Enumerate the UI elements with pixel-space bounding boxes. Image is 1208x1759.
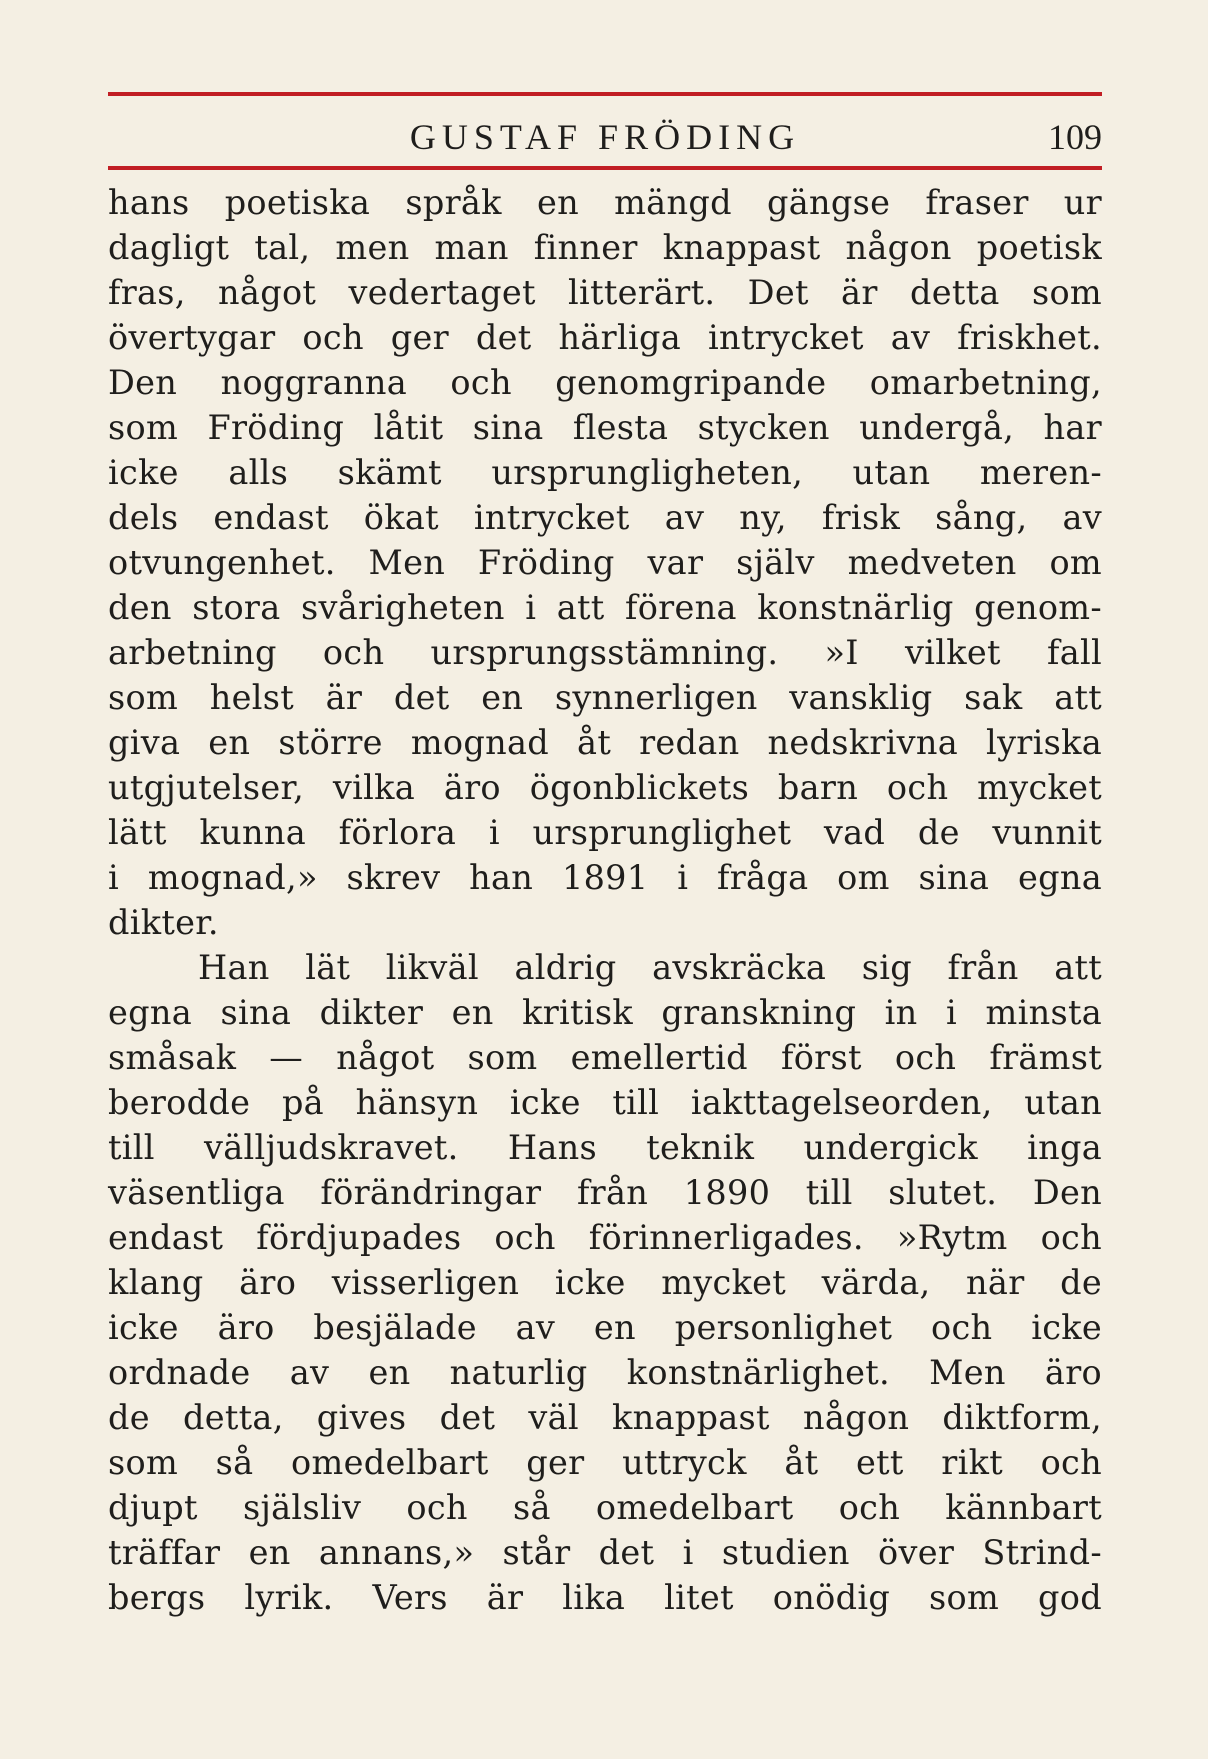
text-line: den stora svårigheten i att förena konstnärlig genom- [108,588,1102,627]
text-line: som helst är det en synnerligen vansklig sak att [108,678,1102,717]
text-line: icke äro besjälade av en personlighet och icke [108,1308,1102,1347]
text-line: lätt kunna förlora i ursprunglighet vad de vunnit [108,813,1102,852]
text-line: träffar en annans,» står det i studien över Strind- [108,1533,1102,1572]
text-line: väsentliga förändringar från 1890 till slutet. Den [108,1173,1102,1212]
running-head: GUSTAF FRÖDING [409,117,801,157]
paragraph-1 [108,180,1102,945]
text-line: dagligt tal, men man finner knappast någon poetisk [108,228,1102,267]
page-number: 109 [1048,117,1102,157]
text-line: endast fördjupades och förinnerligades. »Rytm och [108,1218,1102,1257]
text-line: de detta, gives det väl knappast någon diktform, [108,1398,1102,1437]
header-bottom-rule [108,166,1102,170]
text-line: dikter. [108,903,219,942]
text-line: icke alls skämt ursprungligheten, utan meren- [108,453,1102,492]
page-header [108,110,1102,166]
text-line: berodde på hänsyn icke till iakttagelseorden, utan [108,1083,1102,1122]
book-page [108,92,1102,1620]
text-line: i mognad,» skrev han 1891 i fråga om sina egna [108,858,1102,897]
text-line: egna sina dikter en kritisk granskning in i minsta [108,993,1102,1032]
text-line: arbetning och ursprungsstämning. »I vilket fall [108,633,1102,672]
header-top-rule [108,92,1102,96]
text-line: fras, något vedertaget litterärt. Det är detta som [108,273,1102,312]
paragraph-2 [108,945,1102,1620]
text-line: hans poetiska språk en mängd gängse fraser ur [108,183,1102,222]
text-line: giva en större mognad åt redan nedskrivna lyriska [108,723,1102,762]
text-line: utgjutelser, vilka äro ögonblickets barn och mycket [108,768,1102,807]
text-line: bergs lyrik. Vers är lika litet onödig som god [108,1578,1102,1617]
text-line: Den noggranna och genomgripande omarbetning, [108,363,1102,402]
text-line: som så omedelbart ger uttryck åt ett rikt och [108,1443,1102,1482]
text-line: övertygar och ger det härliga intrycket av friskhet. [108,318,1102,357]
text-line: ordnade av en naturlig konstnärlighet. Men äro [108,1353,1102,1392]
text-line: Han lät likväl aldrig avskräcka sig från att [198,948,1102,987]
text-line: småsak — något som emellertid först och främst [108,1038,1102,1077]
body-text [108,180,1102,1620]
text-line: otvungenhet. Men Fröding var själv medveten om [108,543,1102,582]
text-line: klang äro visserligen icke mycket värda, när de [108,1263,1102,1302]
text-line: som Fröding låtit sina flesta stycken undergå, har [108,408,1102,447]
text-line: till välljudskravet. Hans teknik undergick inga [108,1128,1102,1167]
text-line: djupt själsliv och så omedelbart och kännbart [108,1488,1102,1527]
text-line: dels endast ökat intrycket av ny, frisk sång, av [108,498,1102,537]
